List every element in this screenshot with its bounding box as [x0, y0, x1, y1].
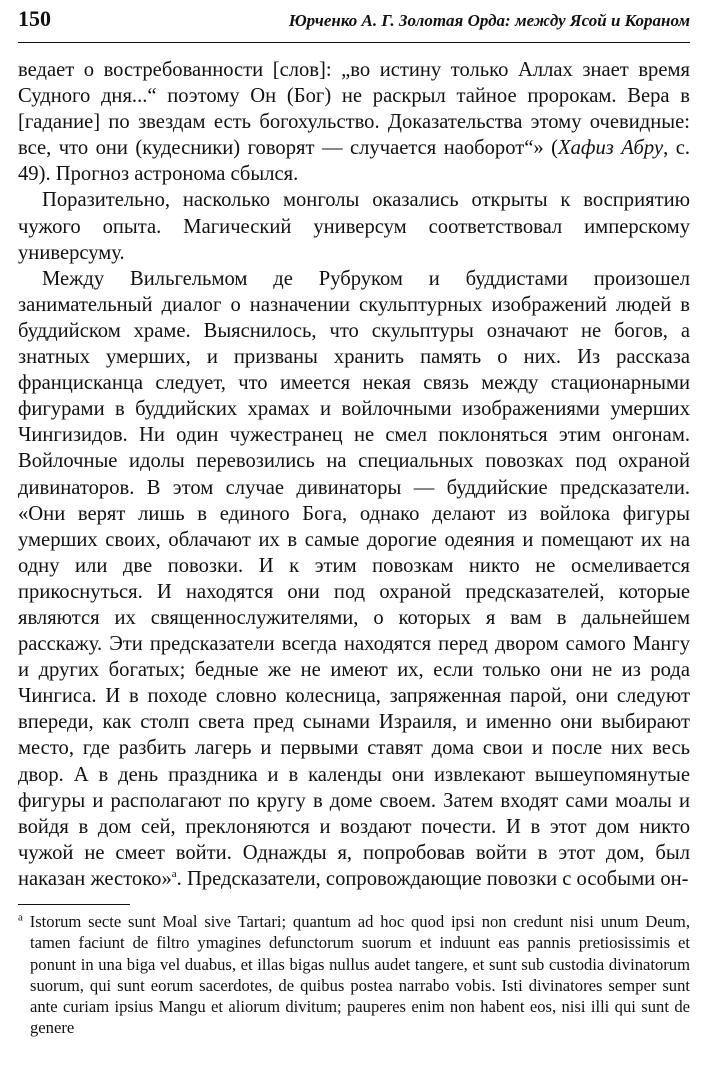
paragraph-1-tail: , с. 49). Прогноз астронома сбылся.: [18, 137, 690, 186]
footnote-reference: а: [171, 868, 177, 881]
paragraph-2: Поразительно, насколько монголы оказались открыты к восприятию чужого опыта. Магический универсум соответствовал имперскому универсуму.: [18, 189, 690, 264]
footnote-divider: [18, 904, 130, 905]
page-number: 150: [18, 6, 51, 31]
page-header: [18, 6, 690, 43]
paragraph-1: [18, 57, 690, 187]
book-page: [18, 6, 690, 1039]
paragraph-1-text: ведает о востребованности [слов]: „во истину только Аллах знает время Судного дня...“ поэтому Он (Бог) не раскрыл тайное пророкам. Вера в [гадание] по звездам есть богохульство. Доказательства этому очевидные: все, что они (кудесники) говорят — случается наоборот“» (: [18, 59, 690, 160]
running-head: Юрченко А. Г. Золотая Орда: между Ясой и Кораном: [288, 11, 690, 30]
footnote-marker: а: [18, 911, 23, 924]
paragraph-3-text: Между Вильгельмом де Рубруком и буддистами произошел занимательный диалог о назначении скульптурных изображений людей в буддийском храме. Выяснилось, что скульптуры означают не богов, а знатных умерших, и призваны хранить память о них. Из рассказа францисканца следует, что имеется некая связь между стационарными фигурами в буддийских храмах и войлочными изображениями умерших Чингизидов. Ни один чужестранец не смел поклоняться этим онгонам. Войлочные идолы перевозились на специальных повозках под охраной дивинаторов. В этом случае дивинаторы — буддийские предсказатели. «Они верят лишь в единого Бога, однако делают из войлока фигуры умерших своих, облачают их в самые дорогие одеяния и помещают их на одну или две повозки. И к этим повозкам никто не осмеливается прикоснуться. И находятся они под охраной предсказателей, которые являются их священнослужителями, о которых я вам в дальнейшем расскажу. Эти предсказатели всегда находятся перед двором самого Мангу и других богатых; бедные же не имеют их, если только они не из рода Чингиса. И в походе словно колесница, запряженная парой, они следуют впереди, как столп света пред сынами Израиля, и именно они выбирают место, где разбить лагерь и первыми ставят дома свои и после них весь двор. А в день праздника и в календы они извлекают вышеупомянутые фигуры и располагают по кругу в доме своем. Затем входят сами моалы и войдя в дом сей, преклоняются и воздают почести. И в этот дом никто чужой не смеет войти. Однажды я, попробовав войти в этот дом, был наказан жестоко»: [18, 267, 690, 890]
paragraph-3: [18, 266, 690, 892]
citation-author: Хафиз Абру: [558, 137, 664, 160]
main-text: [18, 57, 690, 892]
footnote: [18, 911, 690, 1039]
paragraph-3-tail: . Предсказатели, сопровождающие повозки с особыми он-: [176, 867, 689, 890]
footnote-text: Istorum secte sunt Moal sive Tartari; quantum ad hoc quod ipsi non credunt nisi unum Deum, tamen faciunt de filtro ymagines defunctorum suorum et induunt eas pannis pretiosissimis et ponunt in una biga vel duabus, et illas bigas nullus audet tangere, et sunt sub custodia divinatorum suorum, qui sunt eorum sacerdotes, de quibus postea narrabo vobis. Isti divinatores semper sunt ante curiam ipsius Mangu et aliorum divitum; pauperes enim non habent eos, nisi illi qui sunt de genere: [29, 912, 690, 1038]
